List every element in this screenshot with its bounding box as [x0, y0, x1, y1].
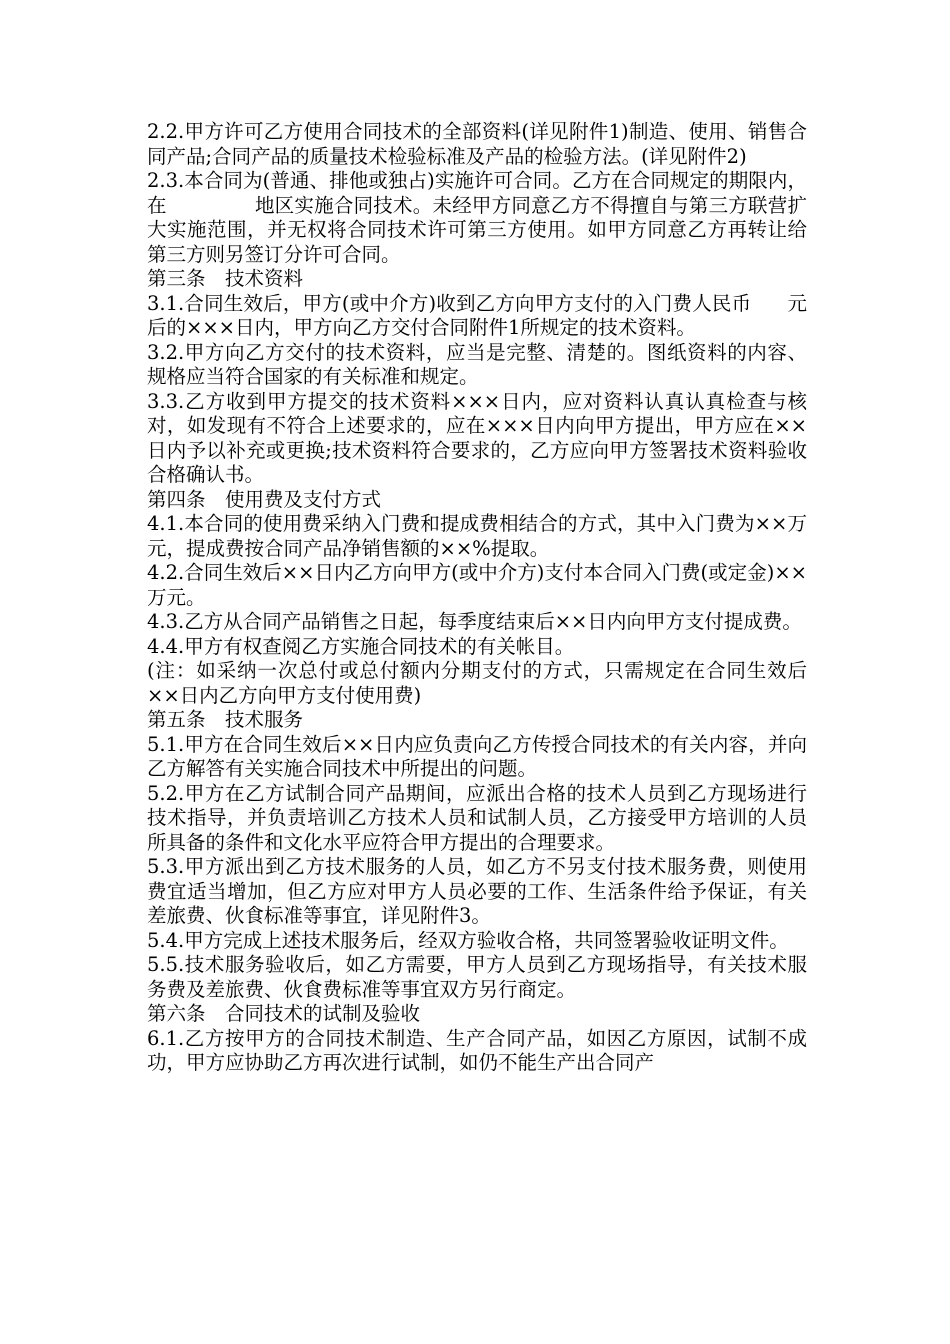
article-4-heading: 第四条 使用费及支付方式 — [147, 487, 382, 511]
clause-3-1 — [147, 292, 807, 341]
clause-5-4: 5.4.甲方完成上述技术服务后，经双方验收合格，共同签署验收证明文件。 — [147, 928, 789, 952]
clause-5-1: 5.1.甲方在合同生效后××日内应负责向乙方传授合同技术的有关内容，并向乙方解答有关实施合同技术中所提出的问题。 — [147, 732, 807, 780]
clause-4-1: 4.1.本合同的使用费采纳入门费和提成费相结合的方式，其中入门费为××万元，提成费按合同产品净销售额的××%提取。 — [147, 512, 807, 560]
clause-3-1-part-b: 元后的×××日内，甲方向乙方交付合同附件1所规定的技术资料。 — [147, 291, 807, 339]
clause-4-4: 4.4.甲方有权查阅乙方实施合同技术的有关帐目。 — [147, 634, 575, 658]
clause-5-3: 5.3.甲方派出到乙方技术服务的人员，如乙方不另支付技术服务费，则使用费宜适当增加，但乙方应对甲方人员必要的工作、生活条件给予保证，有关差旅费、伙食标准等事宜，详见附件3。 — [147, 855, 807, 927]
clause-2-2: 2.2.甲方许可乙方使用合同技术的全部资料(详见附件1)制造、使用、销售合同产品;合同产品的质量技术检验标准及产品的检验方法。(详见附件2) — [147, 120, 807, 168]
clause-3-1-part-a: 3.1.合同生效后，甲方(或中介方)收到乙方向甲方支付的入门费人民币 — [147, 291, 752, 315]
clause-3-2: 3.2.甲方向乙方交付的技术资料，应当是完整、清楚的。图纸资料的内容、规格应当符合国家的有关标准和规定。 — [147, 340, 807, 388]
clause-6-1: 6.1.乙方按甲方的合同技术制造、生产合同产品，如因乙方原因，试制不成功，甲方应协助乙方再次进行试制，如仍不能生产出合同产 — [147, 1026, 807, 1074]
clause-2-3 — [147, 169, 807, 267]
clause-4-3: 4.3.乙方从合同产品销售之日起，每季度结束后××日内向甲方支付提成费。 — [147, 610, 802, 633]
article-5-heading: 第五条 技术服务 — [147, 708, 304, 731]
article-6-heading: 第六条 合同技术的试制及验收 — [147, 1002, 421, 1025]
clause-3-3: 3.3.乙方收到甲方提交的技术资料×××日内，应对资料认真认真检查与核对，如发现有不符合上述要求的，应在×××日内向甲方提出，甲方应在××日内予以补充或更换;技术资料符合要求的，乙方应向甲方签署技术资料验收合格确认书。 — [147, 389, 807, 486]
clause-2-3-part-a: 2.3.本合同为(普通、排他或独占)实施许可合同。乙方在合同规定的期限内，在 — [147, 169, 807, 217]
document-body — [147, 120, 807, 1076]
clause-4-note: (注：如采纳一次总付或总付额内分期支付的方式，只需规定在合同生效后××日内乙方向甲方支付使用费) — [147, 659, 807, 707]
clause-5-2: 5.2.甲方在乙方试制合同产品期间，应派出合格的技术人员到乙方现场进行技术指导，并负责培训乙方技术人员和试制人员，乙方接受甲方培训的人员所具备的条件和文化水平应符合甲方提出的合理要求。 — [147, 781, 807, 854]
clause-2-3-part-b: 地区实施合同技术。未经甲方同意乙方不得擅自与第三方联营扩大实施范围，并无权将合同技术许可第三方使用。如甲方同意乙方再转让给第三方则另签订分许可合同。 — [147, 193, 807, 266]
clause-5-5: 5.5.技术服务验收后，如乙方需要，甲方人员到乙方现场指导，有关技术服务费及差旅费、伙食费标准等事宜双方另行商定。 — [147, 953, 807, 1001]
clause-4-2: 4.2.合同生效后××日内乙方向甲方(或中介方)支付本合同入门费(或定金)××万元。 — [147, 561, 807, 609]
article-3-heading: 第三条 技术资料 — [147, 267, 304, 290]
